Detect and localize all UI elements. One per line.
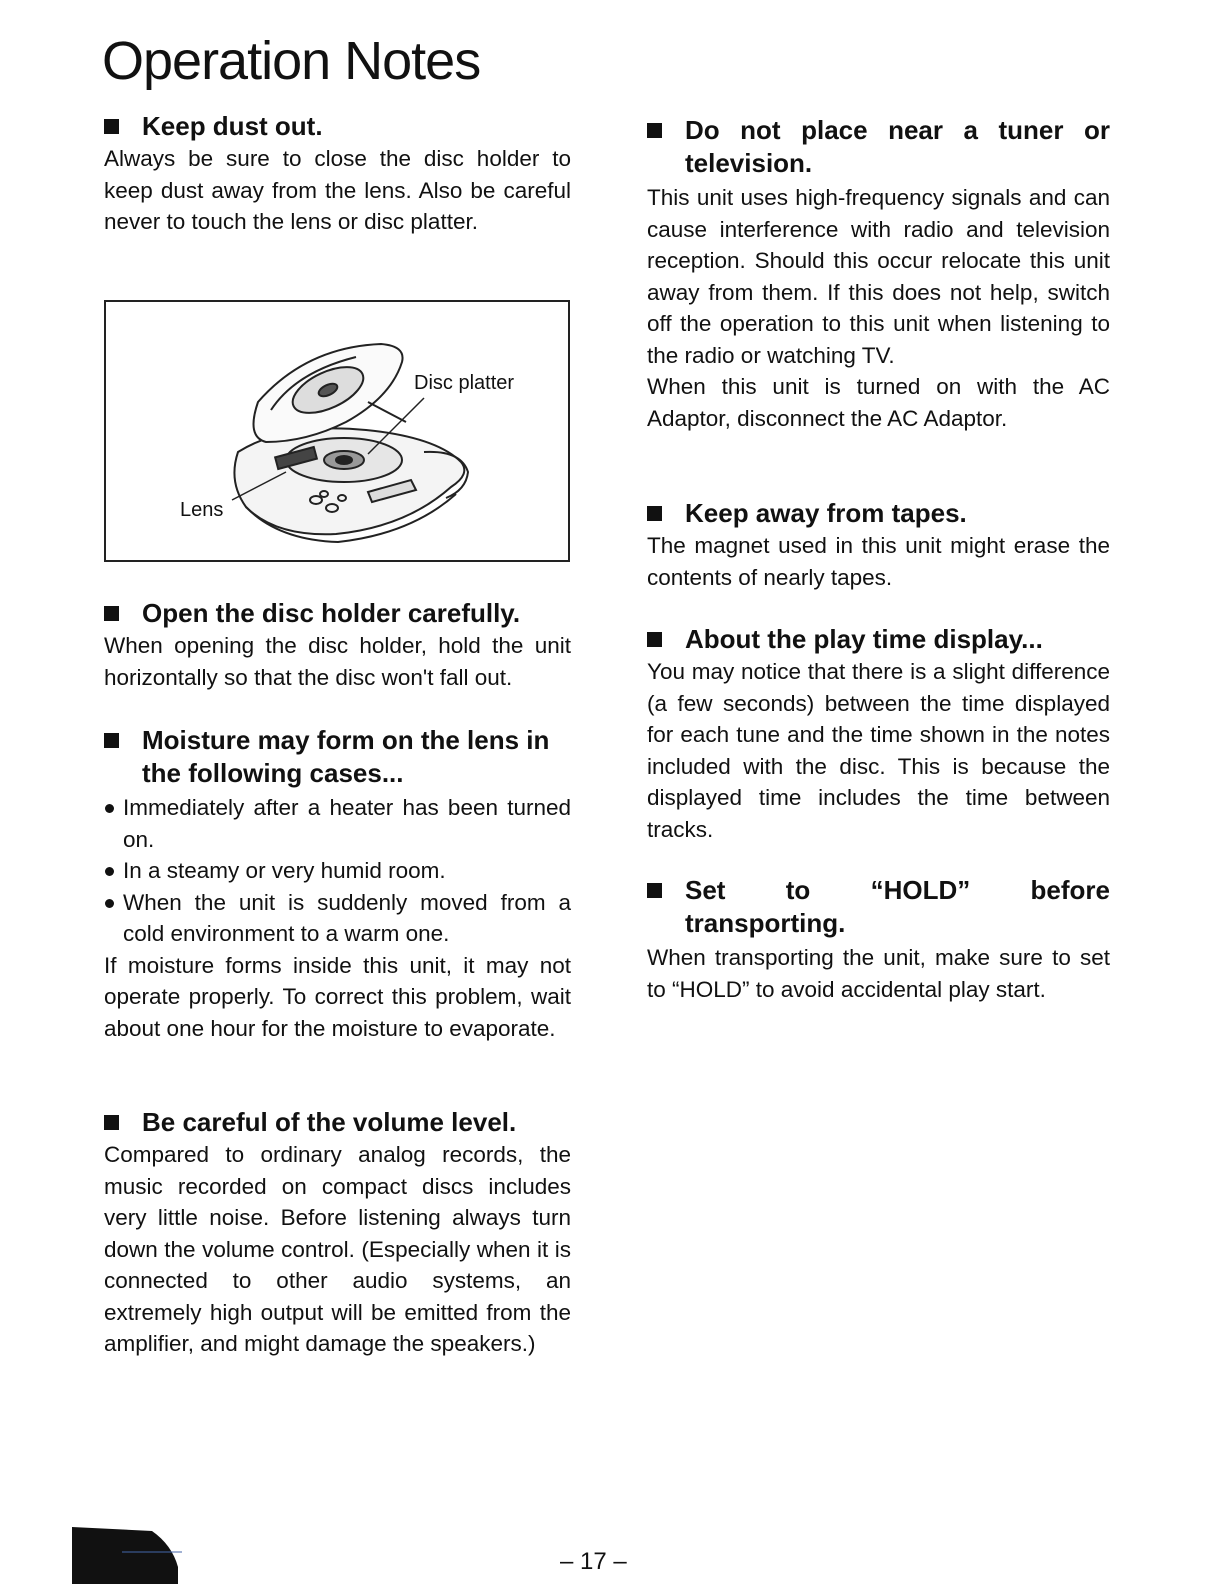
- square-bullet-icon: [647, 632, 662, 647]
- section-heading: [104, 110, 571, 143]
- page-title: Operation Notes: [102, 31, 481, 91]
- section-keep-dust-out: [104, 110, 571, 238]
- page-number: – 17 –: [560, 1548, 627, 1575]
- section-volume-level: [104, 1106, 571, 1360]
- section-body: Compared to ordinary analog records, the music recorded on compact discs includes very little noise. Before listening always turn down the volume control. (Especially when it is connected to other audio systems, an extremely high output will be emitted from the amplifier, and might damage the speakers.): [104, 1142, 571, 1356]
- heading-text: About the play time display...: [685, 624, 1043, 654]
- heading-text: Set to “HOLD” before transporting.: [685, 875, 1110, 938]
- section-hold-transport: [647, 874, 1110, 1005]
- section-body: The magnet used in this unit might erase the contents of nearly tapes.: [647, 533, 1110, 590]
- scan-artifact-mark: [72, 1527, 182, 1584]
- section-body: This unit uses high-frequency signals and can cause interference with radio and television reception. Should this occur relocate this unit away from them. If this does not help, switch off the operation to this unit when listening to the radio or watching TV.: [647, 185, 1110, 368]
- heading-text: Open the disc holder carefully.: [142, 598, 521, 628]
- bullet-dot-icon: [105, 804, 114, 813]
- section-heading: [104, 1106, 571, 1139]
- heading-text: Keep away from tapes.: [685, 498, 967, 528]
- square-bullet-icon: [104, 119, 119, 134]
- heading-text: Keep dust out.: [142, 111, 323, 141]
- section-heading: [647, 874, 1110, 940]
- list-item: Immediately after a heater has been turned on.: [104, 792, 571, 855]
- section-play-time-display: [647, 623, 1110, 845]
- list-item: In a steamy or very humid room.: [104, 855, 571, 887]
- section-heading: [104, 597, 571, 630]
- square-bullet-icon: [647, 883, 662, 898]
- square-bullet-icon: [104, 606, 119, 621]
- section-heading: [647, 114, 1110, 180]
- section-body: When opening the disc holder, hold the unit horizontally so that the disc won't fall out.: [104, 633, 571, 690]
- section-body: When transporting the unit, make sure to set to “HOLD” to avoid accidental play start.: [647, 945, 1110, 1002]
- square-bullet-icon: [647, 123, 662, 138]
- cd-player-drawing: [106, 302, 568, 560]
- list-item: When the unit is suddenly moved from a cold environment to a warm one.: [104, 887, 571, 950]
- moisture-bullet-list: [104, 792, 571, 950]
- square-bullet-icon: [104, 1115, 119, 1130]
- section-body: Always be sure to close the disc holder to keep dust away from the lens. Also be careful never to touch the lens or disc platter.: [104, 146, 571, 234]
- section-moisture: [104, 724, 571, 1044]
- section-open-disc-holder: [104, 597, 571, 693]
- bullet-dot-icon: [105, 867, 114, 876]
- section-heading: [647, 623, 1110, 656]
- section-body: If moisture forms inside this unit, it may not operate properly. To correct this problem, wait about one hour for the moisture to evaporate.: [104, 952, 571, 1041]
- section-body: You may notice that there is a slight difference (a few seconds) between the time displayed for each tune and the time shown in the notes included with the disc. This is because the displayed time includes the time between tracks.: [647, 659, 1110, 842]
- heading-text: Do not place near a tuner or television.: [685, 115, 1110, 178]
- section-tuner-television: [647, 114, 1110, 434]
- bullet-dot-icon: [105, 899, 114, 908]
- cd-player-illustration: [104, 300, 570, 562]
- square-bullet-icon: [647, 506, 662, 521]
- square-bullet-icon: [104, 733, 119, 748]
- section-keep-away-tapes: [647, 497, 1110, 593]
- disc-platter-label: Disc platter: [414, 372, 515, 394]
- section-heading: [647, 497, 1110, 530]
- heading-text: Be careful of the volume level.: [142, 1107, 517, 1137]
- heading-text: Moisture may form on the lens in the following cases...: [142, 725, 550, 788]
- section-heading: [104, 724, 571, 790]
- section-body: When this unit is turned on with the AC Adaptor, disconnect the AC Adaptor.: [647, 374, 1110, 431]
- lens-label: Lens: [180, 499, 224, 521]
